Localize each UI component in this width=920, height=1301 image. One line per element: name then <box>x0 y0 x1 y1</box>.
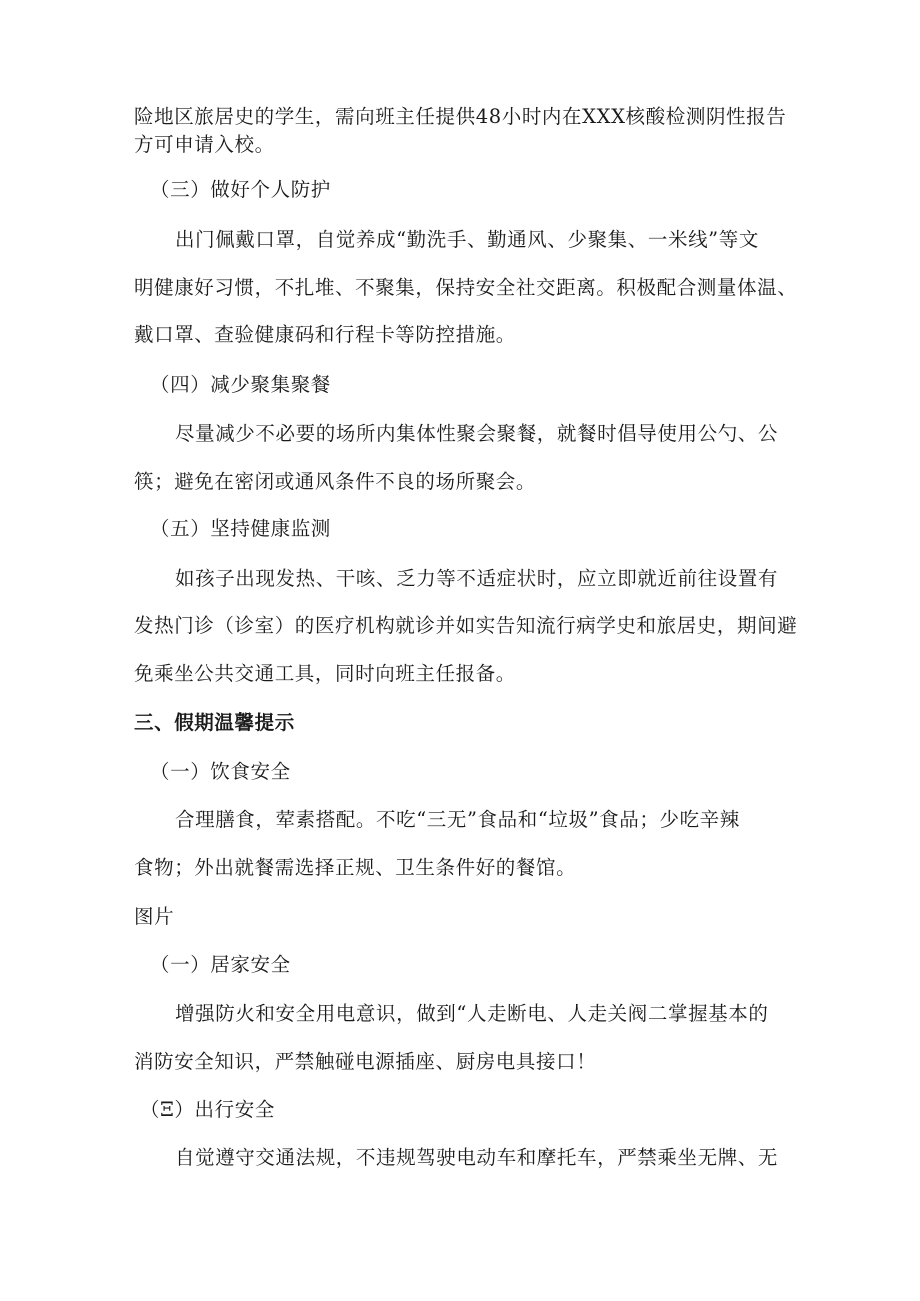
paragraph-line: 合理膳食，荤素搭配。不吃“三无”食品和“垃圾”食品；少吃辛辣 <box>175 808 740 831</box>
paragraph-line: 食物；外出就餐需选择正规、卫生条件好的餐馆。 <box>134 856 577 879</box>
paragraph-line: 消防安全知识，严禁触碰电源插座、厨房电具接口！ <box>134 1050 597 1073</box>
paragraph-line: 筷；避免在密闭或通风条件不良的场所聚会。 <box>134 470 537 493</box>
paragraph-line: 明健康好习惯，不扎堆、不聚集，保持安全社交距离。积极配合测量体温、 <box>134 276 798 299</box>
section-heading: （四）减少聚集聚餐 <box>150 373 331 396</box>
section-heading: （三）做好个人防护 <box>150 178 331 201</box>
paragraph-line: 戴口罩、查验健康码和行程卡等防控措施。 <box>134 323 516 346</box>
section-heading: （Ξ）出行安全 <box>140 1098 275 1121</box>
paragraph-line: 发热门诊（诊室）的医疗机构就诊并如实告知流行病学史和旅居史，期间避 <box>134 614 798 637</box>
paragraph-line: 出门佩戴口罩，自觉养成“勤洗手、勤通风、少聚集、一米线”等文 <box>175 228 759 251</box>
paragraph-line: 自觉遵守交通法规，不违规驾驶电动车和摩托车，严禁乘坐无牌、无 <box>175 1146 779 1169</box>
chapter-heading: 三、假期温馨提示 <box>134 711 295 734</box>
paragraph-line: 如孩子出现发热、干咳、乏力等不适症状时，应立即就近前往设置有 <box>175 567 779 590</box>
section-heading: （一）居家安全 <box>150 953 291 976</box>
paragraph-line: 免乘坐公共交通工具，同时向班主任报备。 <box>134 662 516 685</box>
paragraph-line: 尽量减少不必要的场所内集体性聚会聚餐，就餐时倡导使用公勺、公 <box>175 422 779 445</box>
paragraph-line: 增强防火和安全用电意识，做到“人走断电、人走关阀二掌握基本的 <box>175 1002 769 1025</box>
section-heading: （五）坚持健康监测 <box>150 517 331 540</box>
paragraph-line: 方可申请入校。 <box>134 133 275 156</box>
section-heading: （一）饮食安全 <box>150 760 291 783</box>
paragraph-line: 险地区旅居史的学生，需向班主任提供48小时内在XXX核酸检测阴性报告 <box>134 105 787 128</box>
image-placeholder-text: 图片 <box>134 905 175 928</box>
